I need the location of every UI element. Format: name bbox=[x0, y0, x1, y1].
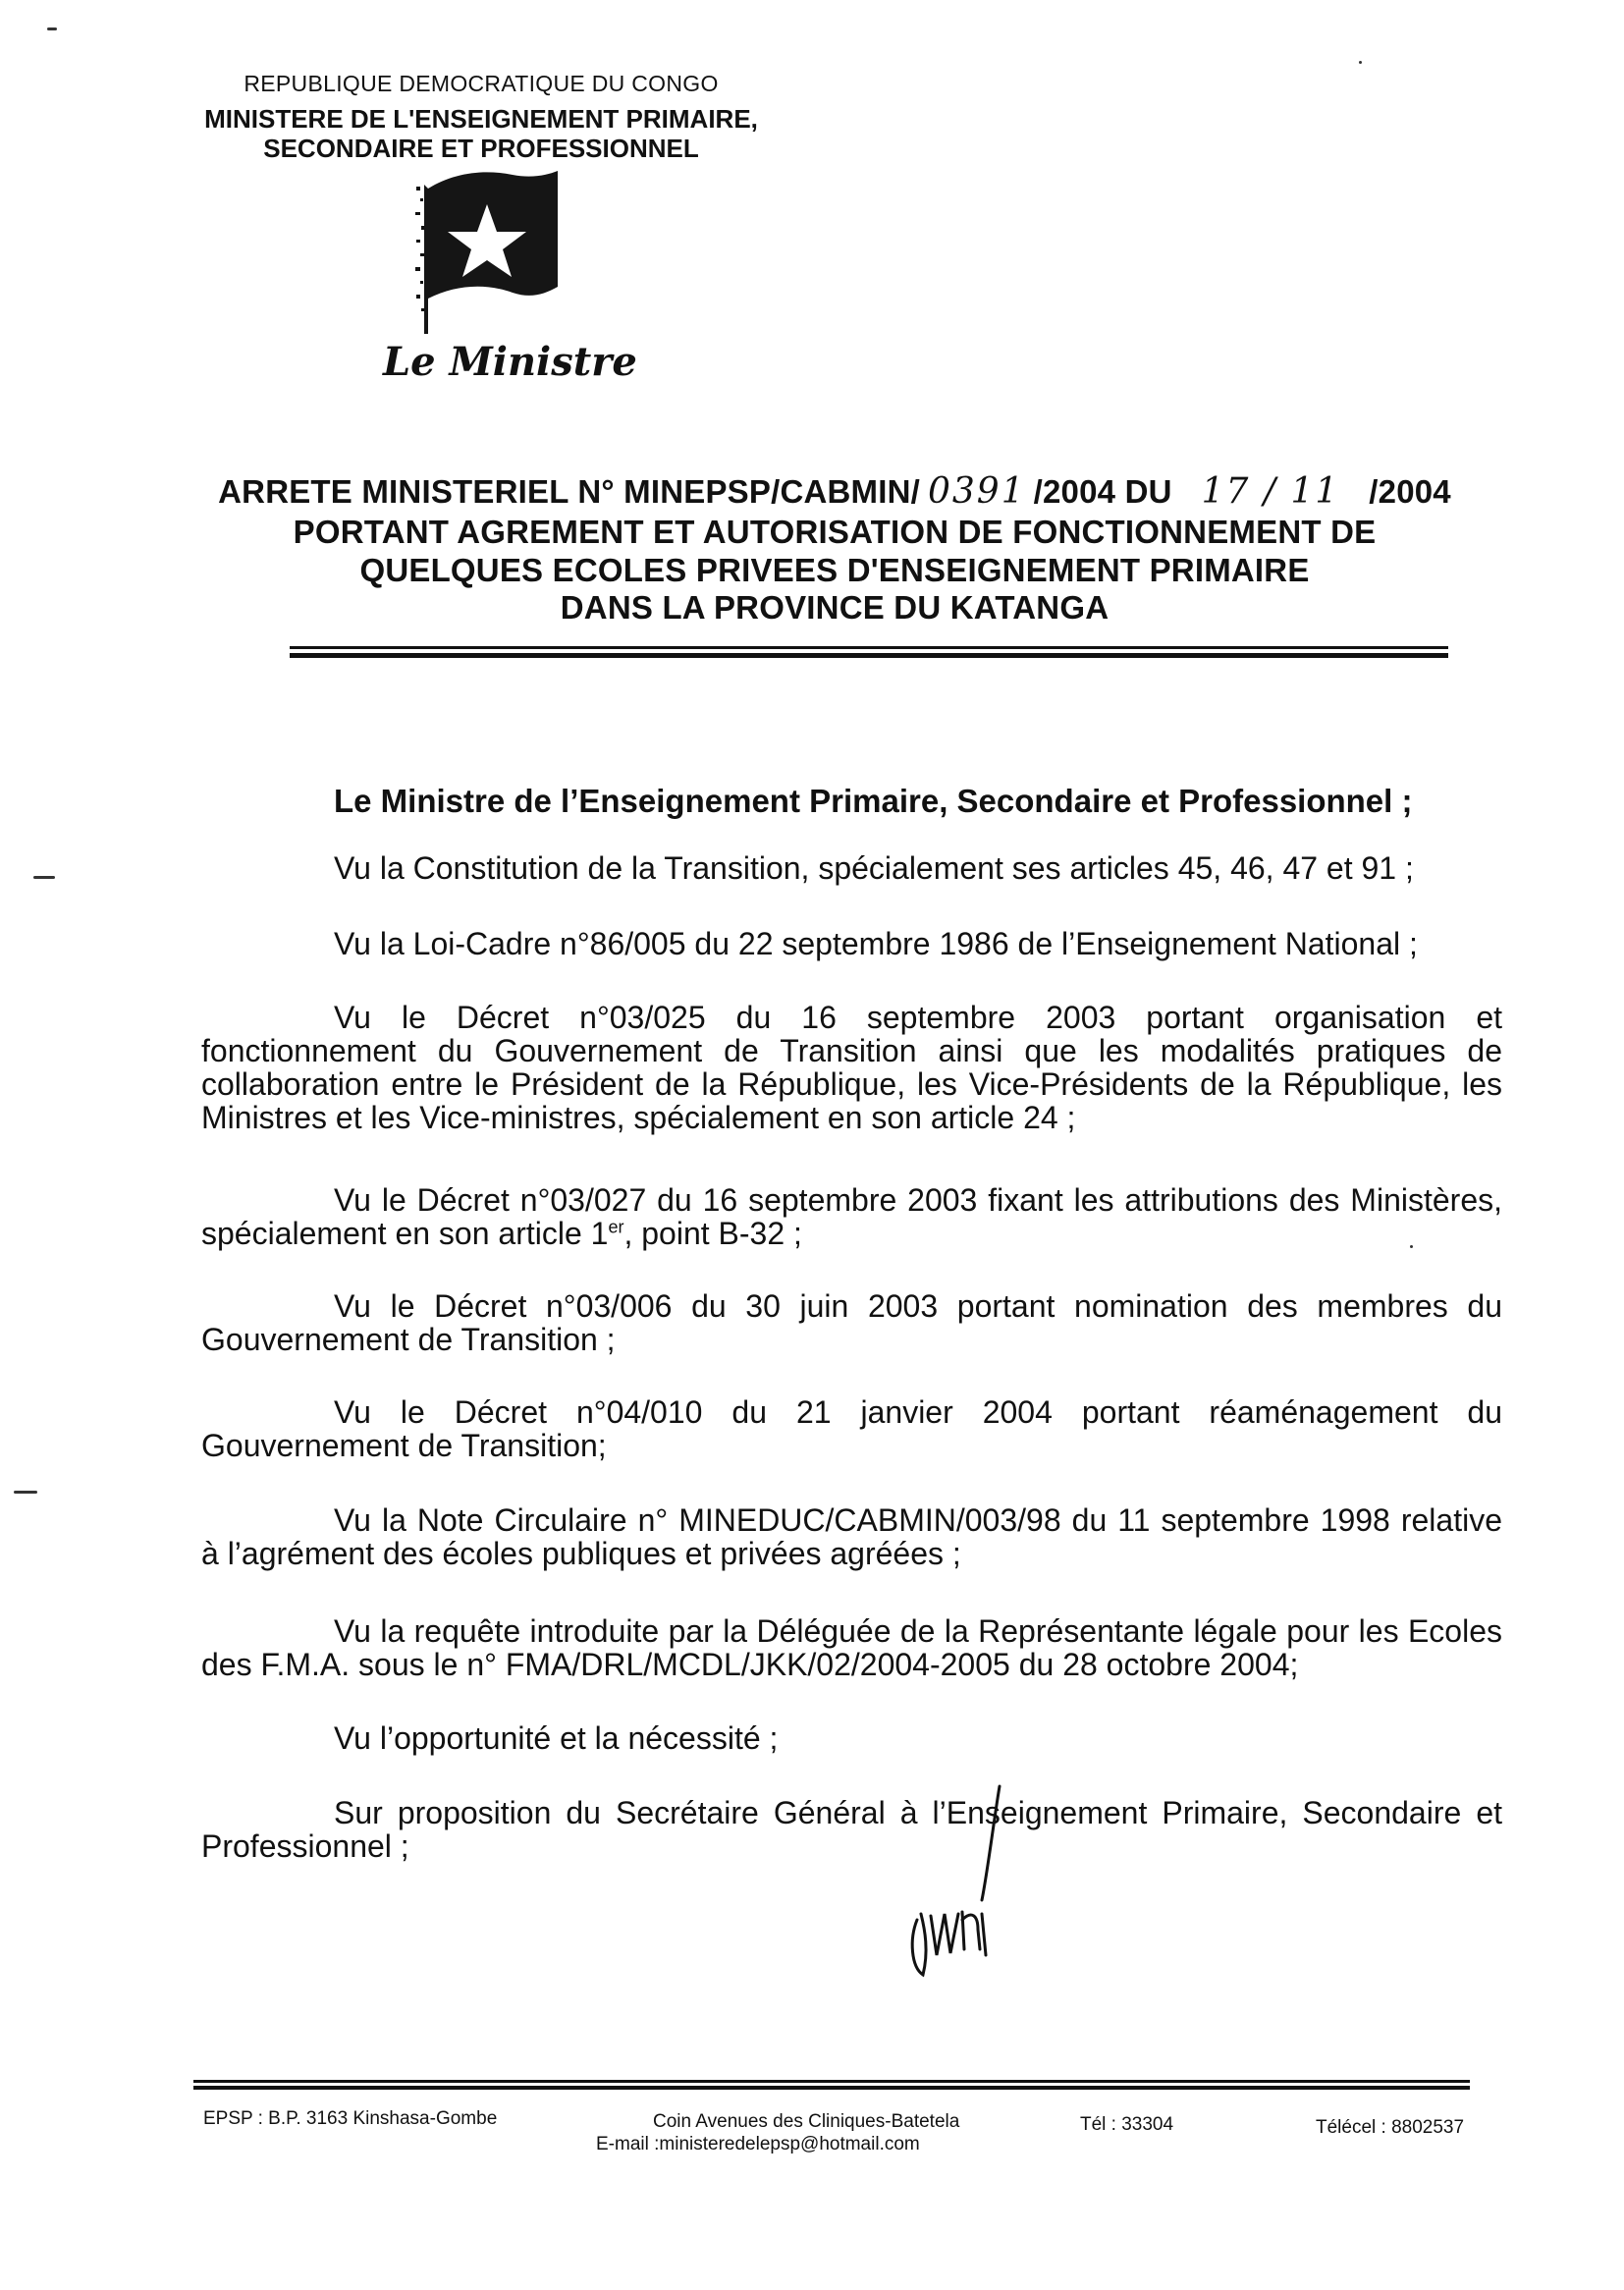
footer-email: E-mail :ministeredelepsp@hotmail.com bbox=[596, 2134, 920, 2154]
footer-phone: Tél : 33304 bbox=[1080, 2114, 1174, 2135]
preamble-minister: Le Ministre de l’Enseignement Primaire, Secondaire et Professionnel ; bbox=[334, 783, 1413, 819]
consideration-decret-03-006: Vu le Décret n°03/006 du 30 juin 2003 portant nomination des membres du Gouvernement de Transition ; bbox=[201, 1288, 1502, 1357]
consideration-requete: Vu la requête introduite par la Déléguée de la Représentante légale pour les Ecoles des F.M.A. sous le n° FMA/DRL/MCDL/JKK/02/2004-2005 du 28 octobre 2004; bbox=[201, 1613, 1502, 1682]
header-ministry-line1: MINISTERE DE L'ENSEIGNEMENT PRIMAIRE, bbox=[204, 104, 758, 134]
title-divider bbox=[290, 646, 1448, 660]
consideration-decret-03-027 bbox=[201, 1183, 1502, 1250]
decree-subject-line2: QUELQUES ECOLES PRIVEES D'ENSEIGNEMENT PRIMAIRE bbox=[359, 552, 1310, 588]
scan-speck bbox=[47, 27, 57, 30]
consideration-decret-03-025: Vu le Décret n°03/025 du 16 septembre 2003 portant organisation et fonctionnement du Gouvernement de Transition ainsi que les modalités pratiques de collaboration entre le Président de la République, les Vice-Présidents de la République, les Ministres et les Vice-ministres, spécialement en son article 24 ; bbox=[201, 1000, 1502, 1135]
consideration-decret-04-010: Vu le Décret n°04/010 du 21 janvier 2004 portant réaménagement du Gouvernement de Transition; bbox=[201, 1394, 1502, 1463]
consideration-constitution: Vu la Constitution de la Transition, spécialement ses articles 45, 46, 47 et 91 ; bbox=[334, 850, 1414, 886]
decree-subject-line3: DANS LA PROVINCE DU KATANGA bbox=[560, 589, 1110, 626]
footer-divider bbox=[193, 2080, 1470, 2092]
decree-date: 17 / 11 bbox=[1201, 471, 1340, 512]
consideration-note-circulaire: Vu la Note Circulaire n° MINEDUC/CABMIN/003/98 du 11 septembre 1998 relative à l’agrément des écoles publiques et privées agréées ; bbox=[201, 1502, 1502, 1571]
consideration-proposition: Sur proposition du Secrétaire Général à l’Enseignement Primaire, Secondaire et Professionnel ; bbox=[201, 1795, 1502, 1864]
consideration-loi-cadre: Vu la Loi-Cadre n°86/005 du 22 septembre 1986 de l’Enseignement National ; bbox=[334, 926, 1418, 961]
scan-speck bbox=[14, 1491, 37, 1494]
consideration-decret-03-027-tail: , point B-32 ; bbox=[623, 1216, 802, 1251]
scan-speck bbox=[1359, 61, 1362, 64]
footer-address: Coin Avenues des Cliniques-Batetela bbox=[653, 2111, 960, 2132]
decree-title-prefix: ARRETE MINISTERIEL N° MINEPSP/CABMIN/ bbox=[218, 473, 920, 510]
minister-title: Le Ministre bbox=[383, 339, 637, 385]
flag-star-icon bbox=[414, 169, 562, 338]
consideration-decret-03-027-text: Vu le Décret n°03/027 du 16 septembre 2003 fixant les attributions des Ministères, spécialement en son article 1 bbox=[201, 1182, 1502, 1251]
decree-title-middle: /2004 DU bbox=[1033, 473, 1172, 510]
header-country: REPUBLIQUE DEMOCRATIQUE DU CONGO bbox=[244, 71, 719, 96]
footer-mobile: Télécel : 8802537 bbox=[1316, 2117, 1465, 2138]
decree-title bbox=[196, 471, 1473, 512]
consideration-decret-03-027-sup: er bbox=[608, 1217, 624, 1237]
decree-number: 0391 bbox=[928, 471, 1026, 512]
header-ministry-line2: SECONDAIRE ET PROFESSIONNEL bbox=[263, 134, 699, 163]
decree-subject-line1: PORTANT AGREMENT ET AUTORISATION DE FONCTIONNEMENT DE bbox=[293, 514, 1377, 550]
consideration-opportunite: Vu l’opportunité et la nécessité ; bbox=[334, 1720, 779, 1756]
scan-speck bbox=[33, 876, 55, 879]
scan-speck bbox=[1410, 1245, 1413, 1248]
decree-title-suffix: /2004 bbox=[1369, 473, 1451, 510]
signature-initials bbox=[903, 1782, 1011, 1989]
footer-postal-box: EPSP : B.P. 3163 Kinshasa-Gombe bbox=[203, 2108, 498, 2129]
